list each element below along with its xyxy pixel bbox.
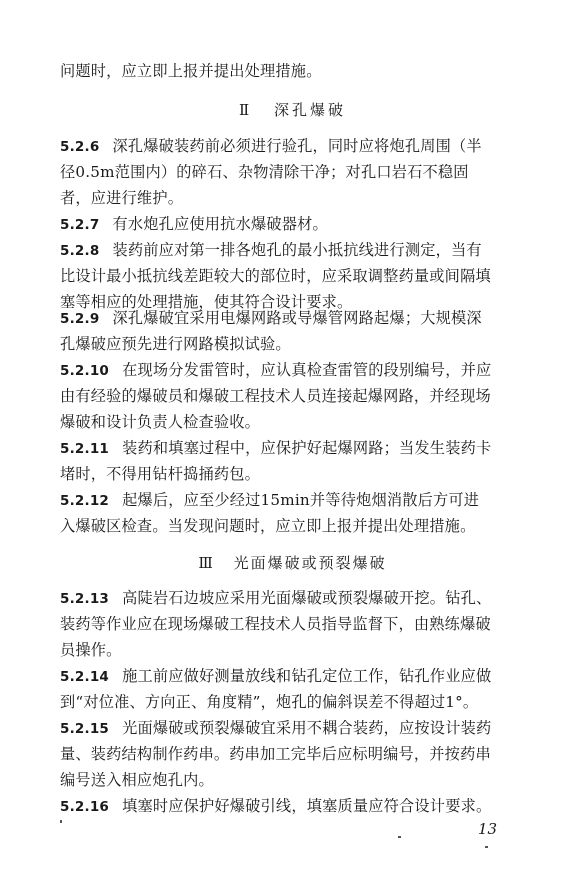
clause-line: 员操作。 [60,641,122,659]
clause-5-2-15 [60,715,528,742]
clause-5-2-14 [60,663,528,690]
scan-speck [398,836,401,838]
scan-speck [60,820,62,823]
clause-line: 堵时，不得用钻杆捣捅药包。 [60,465,261,483]
clause-5-2-9-row [60,305,528,332]
clause-number: 5.2.10 [60,363,110,379]
section-title: 深孔爆破 [273,101,346,119]
clause-text: 装药前应对第一排各炮孔的最小抵抗线进行测定，当有 [112,241,482,259]
clause-5-2-13 [60,585,528,612]
clause-5-2-16 [60,793,528,820]
clause-text: 光面爆破或预裂爆破宜采用不耦合装药，应按设计装药 [122,719,492,737]
clause-number: 5.2.13 [60,591,110,607]
clause-line: 到“对位准、方向正、角度精”，炮孔的偏斜误差不得超过1°。 [60,693,479,711]
clause-text: 在现场分发雷管时，应认真检查雷管的段别编号，并应 [122,361,492,379]
page-number: 13 [478,820,498,838]
clause-text: 装药和填塞过程中，应保护好起爆网路；当发生装药卡 [122,439,492,457]
clause-text: 有水炮孔应使用抗水爆破器材。 [112,215,328,233]
clause-text: 施工前应做好测量放线和钻孔定位工作，钻孔作业应做 [122,667,492,685]
clause-number: 5.2.8 [60,243,100,259]
clause-line: 由有经验的爆破员和爆破工程技术人员连接起爆网路，并经现场 [60,387,491,405]
paragraph-line: 问题时，应立即上报并提出处理措施。 [60,62,322,80]
scan-speck [485,846,488,848]
clause-line: 爆破和设计负责人检查验收。 [60,413,261,431]
clause-5-2-12 [60,487,528,514]
clause-line: 孔爆破应预先进行网路模拟试验。 [60,335,291,353]
clause-text: 起爆后，应至少经过15min并等待炮烟消散后方可进 [122,491,480,509]
section-heading-iii [0,550,585,576]
clause-number: 5.2.14 [60,669,110,685]
clause-line: 径0.5m范围内）的碎石、杂物清除干净；对孔口岩石不稳固 [60,163,469,181]
clause-number: 5.2.12 [60,493,110,509]
clause-5-2-10 [60,357,528,384]
clause-number: 5.2.16 [60,799,110,815]
clause-number: 5.2.9 [60,311,100,327]
clause-5-2-11 [60,435,528,462]
clause-number: 5.2.11 [60,441,110,457]
section-numeral: Ⅱ [239,101,253,119]
clause-line: 入爆破区检查。当发现问题时，应立即上报并提出处理措施。 [60,517,476,535]
clause-line: 量、装药结构制作药串。药串加工完毕后应标明编号，并按药串 [60,745,491,763]
clause-number: 5.2.6 [60,139,100,155]
clause-text: 填塞时应保护好爆破引线，填塞质量应符合设计要求。 [122,797,492,815]
section-heading-ii [0,97,585,123]
clause-line: 者，应进行维护。 [60,189,184,207]
clause-text: 高陡岩石边坡应采用光面爆破或预裂爆破开挖。钻孔、 [122,589,492,607]
clause-text: 深孔爆破装药前必须进行验孔，同时应将炮孔周围（半 [112,137,482,155]
clause-line: 比设计最小抵抗线差距较大的部位时，应采取调整药量或间隔填 [60,267,491,285]
clause-5-2-6 [60,133,528,160]
clause-5-2-7 [60,211,528,238]
clause-line: 编号送入相应炮孔内。 [60,771,214,789]
clause-number: 5.2.15 [60,721,110,737]
clause-5-2-8 [60,237,528,264]
clause-text: 深孔爆破宜采用电爆网路或导爆管网路起爆；大规模深 [112,309,482,327]
clause-line: 装药等作业应在现场爆破工程技术人员指导监督下，由熟练爆破 [60,615,491,633]
clause-number: 5.2.7 [60,217,100,233]
section-numeral: Ⅲ [198,554,215,572]
clause-line: 塞等相应的处理措施，使其符合设计要求。 [60,293,353,311]
section-title: 光面爆破或预裂爆破 [233,554,387,572]
